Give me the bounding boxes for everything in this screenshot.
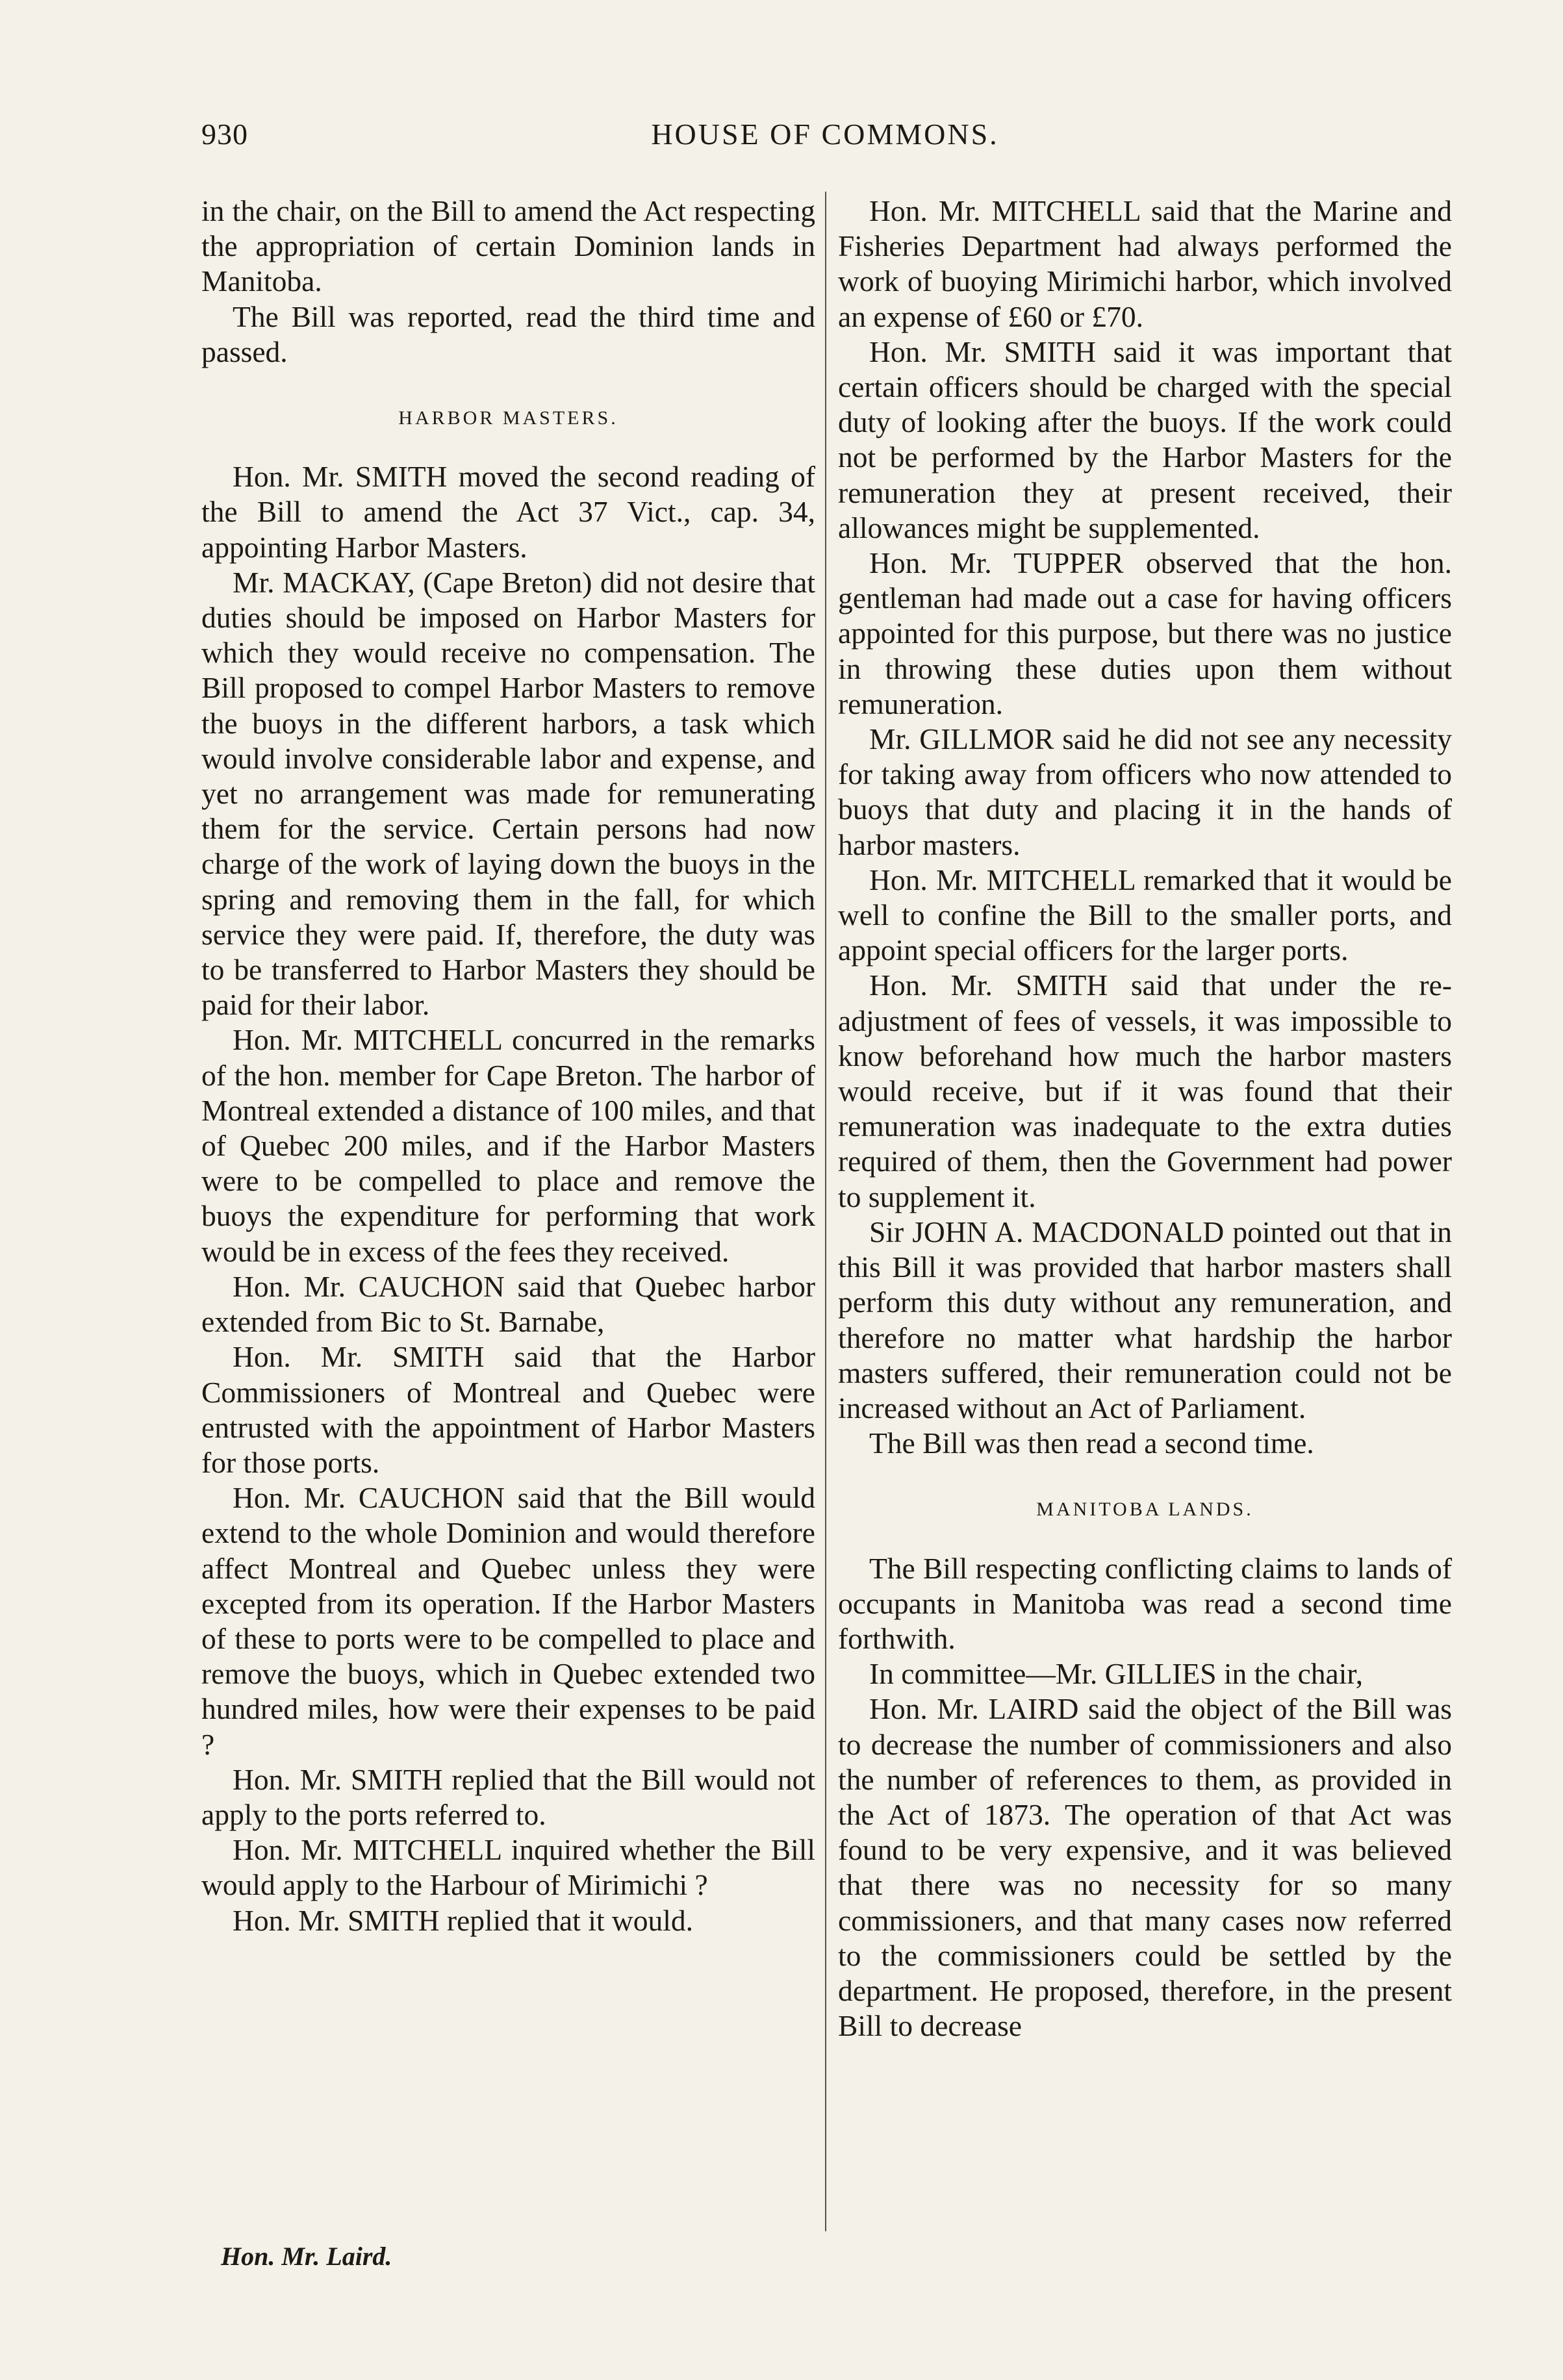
paragraph: Mr. MACKAY, (Cape Breton) did not desire that duties should be imposed on Harbor Masters for which they would receive no compensation. The Bill proposed to compel Harbor Masters to remove the buoys in the different harbors, a task which would involve considerable labor and expense, and yet no arrangement was made for remunerating them for the service. Certain persons had now charge of the work of laying down the buoys in the spring and removing them in the fall, for which service they were paid. If, therefore, the duty was to be transferred to Harbor Masters they should be paid for their labor. — [201, 565, 815, 1022]
paragraph: Hon. Mr. SMITH said it was important that certain officers should be charged with the special duty of looking after the buoys. If the work could not be performed by the Harbor Masters for the remuneration they at present received, their allowances might be supplemented. — [838, 335, 1452, 544]
page-header — [201, 117, 1449, 162]
paragraph: The Bill was reported, read the third time and passed. — [201, 299, 815, 368]
paragraph: Hon. Mr. SMITH said that under the re-adjustment of fees of vessels, it was impossible to know beforehand how much the harbor masters would receive, but if it was found that their remuneration was inadequate to the extra duties required of them, then the Government had power to supplement it. — [838, 968, 1452, 1213]
paragraph: Hon. Mr. TUPPER observed that the hon. gentleman had made out a case for having officers appointed for this purpose, but there was no justice in throwing these duties upon them without remuneration. — [838, 546, 1452, 720]
paragraph: The Bill respecting conflicting claims to lands of occupants in Manitoba was read a second time forthwith. — [838, 1551, 1452, 1655]
paragraph: Hon. Mr. CAUCHON said that the Bill would extend to the whole Dominion and would therefore affect Montreal and Quebec unless they were excepted from its operation. If the Harbor Masters of these to ports were to be compelled to place and remove the buoys, which in Quebec extended two hundred miles, how were their expenses to be paid ? — [201, 1481, 815, 1761]
paragraph: Hon. Mr. SMITH replied that the Bill would not apply to the ports referred to. — [201, 1762, 815, 1831]
page-number: 930 — [201, 118, 248, 151]
column-divider — [825, 192, 826, 2231]
paragraph: The Bill was then read a second time. — [869, 1426, 1314, 1460]
paragraph: Hon. Mr. SMITH moved the second reading of the Bill to amend the Act 37 Vict., cap. 34, appointing Harbor Masters. — [201, 460, 815, 564]
paragraph: in the chair, on the Bill to amend the Act respecting the appropriation of certain Dominion lands in Manitoba. — [201, 194, 815, 298]
section-heading: MANITOBA LANDS. — [1036, 1499, 1254, 1521]
paragraph: Sir JOHN A. MACDONALD pointed out that in this Bill it was provided that harbor masters shall perform this duty without any remuneration, and therefore no matter what hardship the harbor masters suffered, their remuneration could not be increased without an Act of Parliament. — [838, 1215, 1452, 1424]
paragraph: Hon. Mr. CAUCHON said that Quebec harbor extended from Bic to St. Barnabe, — [201, 1269, 815, 1339]
paragraph: Hon. Mr. MITCHELL remarked that it would be well to confine the Bill to the smaller ports, and appoint special officers for the larger ports. — [838, 863, 1452, 967]
running-head: HOUSE OF COMMONS. — [651, 118, 999, 151]
left-column — [201, 194, 815, 1938]
catchword: Hon. Mr. Laird. — [221, 2242, 392, 2271]
paragraph: Hon. Mr. MITCHELL said that the Marine and Fisheries Department had always performed the work of buoying Mirimichi harbor, which involved an expense of £60 or £70. — [838, 194, 1452, 333]
paragraph: Hon. Mr. MITCHELL inquired whether the Bill would apply to the Harbour of Mirimichi ? — [201, 1833, 815, 1902]
paragraph: Hon. Mr. LAIRD said the object of the Bill was to decrease the number of commissioners and also the number of references to them, as provided in the Act of 1873. The operation of that Act was found to be very expensive, and it was believed that there was no necessity for so many commissioners, and that many cases now referred to the commissioners could be settled by the department. He proposed, therefore, in the present Bill to decrease — [838, 1692, 1452, 2043]
section-heading: HARBOR MASTERS. — [398, 407, 618, 429]
paragraph: Hon. Mr. SMITH said that the Harbor Commissioners of Montreal and Quebec were entrusted with the appointment of Harbor Masters for those ports. — [201, 1340, 815, 1479]
right-column — [838, 194, 1452, 2044]
paragraph: In committee—Mr. GILLIES in the chair, — [869, 1657, 1364, 1691]
paragraph: Hon. Mr. MITCHELL concurred in the remarks of the hon. member for Cape Breton. The harbor of Montreal extended a distance of 100 miles, and that of Quebec 200 miles, and if the Harbor Masters were to be compelled to place and remove the buoys the expenditure for performing that work would be in excess of the fees they received. — [201, 1023, 815, 1268]
paragraph: Mr. GILLMOR said he did not see any necessity for taking away from officers who now attended to buoys that duty and placing it in the hands of harbor masters. — [838, 722, 1452, 861]
paragraph: Hon. Mr. SMITH replied that it would. — [233, 1903, 693, 1937]
